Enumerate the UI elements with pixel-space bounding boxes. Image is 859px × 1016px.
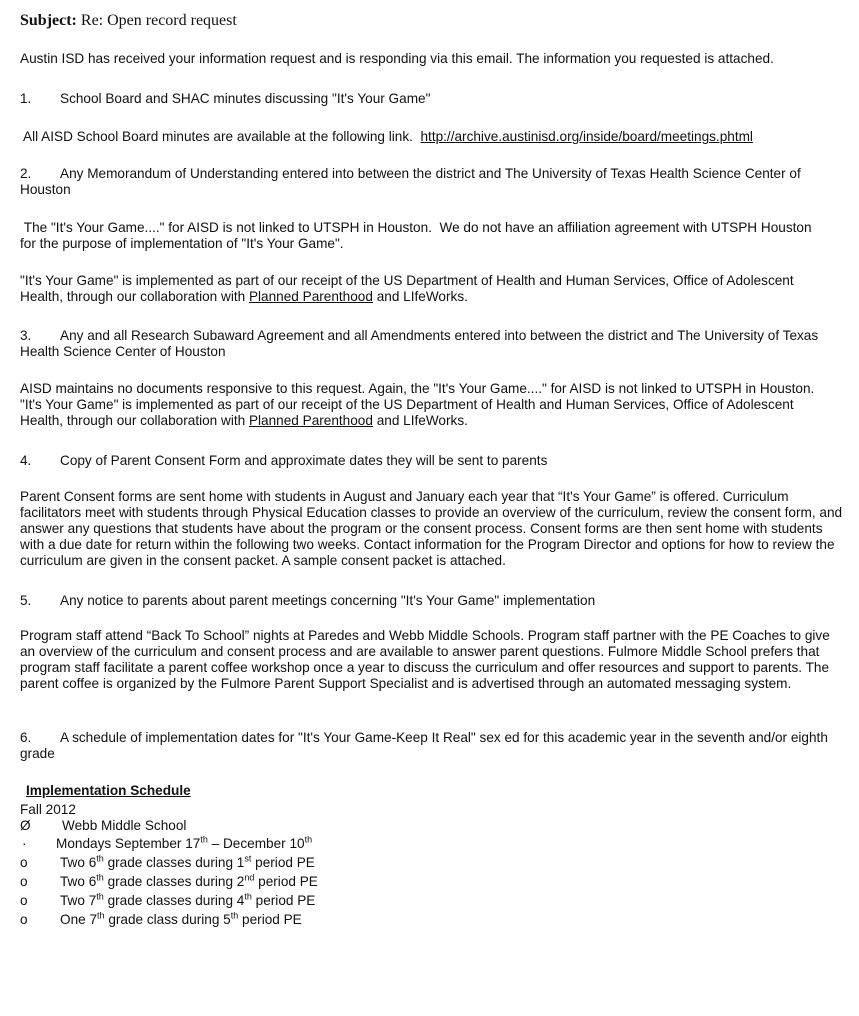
schedule-class-text (60, 855, 315, 871)
item-6-question (20, 730, 830, 762)
item-3-answer (20, 381, 832, 429)
item-question-text: Any Memorandum of Understanding entered into between the district and The University of Texas Health Science Center of Houston (20, 166, 801, 197)
item-number: 4. (20, 453, 32, 468)
item-2-answer-b (20, 273, 840, 305)
schedule-class-text (60, 912, 302, 928)
item-5-answer: Program staff attend “Back To School” nights at Paredes and Webb Middle Schools. Program staff partner with the PE Coaches to give an overview of the curriculum and consent process and are available to answer parent questions. Fulmore Middle School prefers that program staff facilitate a parent coffee workshop once a year to discuss the curriculum and offer resources and support to parents. The parent coffee is organized by the Fulmore Parent Support Specialist and is advertised through an automated messaging system. (20, 628, 830, 691)
circle-bullet-icon: o (20, 874, 28, 889)
dates-start: Mondays September 17 (56, 836, 201, 851)
item-question-text: Copy of Parent Consent Form and approximate dates they will be sent to parents (60, 453, 548, 468)
class-part: period PE (251, 893, 316, 908)
class-part: Two 7 (60, 893, 97, 908)
class-part: Two 6 (60, 874, 97, 889)
schedule-term: Fall 2012 (20, 802, 76, 817)
schedule-title: Implementation Schedule (26, 783, 191, 798)
class-sup: th (96, 872, 104, 883)
subject-line (20, 12, 237, 30)
class-part: Two 6 (60, 855, 97, 870)
schedule-class-text (60, 893, 315, 909)
class-part: grade classes during 4 (103, 893, 245, 908)
item-4-question (20, 453, 848, 469)
subject-label: Subject: (20, 12, 77, 29)
class-part: grade classes during 2 (103, 874, 245, 889)
class-part: period PE (254, 874, 318, 889)
schedule-school: Webb Middle School (62, 818, 187, 833)
item-1-question (20, 91, 848, 107)
class-sup: nd (244, 872, 255, 883)
item-question-text: School Board and SHAC minutes discussing "It's Your Game" (60, 91, 431, 106)
circle-bullet-icon: o (20, 893, 28, 908)
item-2-answer-b-end: and LIfeWorks. (372, 289, 468, 304)
class-sup: st (244, 853, 252, 864)
schedule-dates (56, 836, 312, 852)
item-4-answer: Parent Consent forms are sent home with students in August and January each year that “It's Your Game” is offered. Curriculum facilitators meet with students through Physical Education classes to provide an overview of the curriculum, review the consent form, and answer any questions that students have about the program or the consent process. Consent forms are then sent home with students with a due date for return within the following two weeks. Contact information for the Program Director and options for how to review the curriculum are given in the consent packet. A sample consent packet is attached. (20, 489, 843, 568)
intro-paragraph: Austin ISD has received your information request and is responding via this email. The information you requested is attached. (20, 51, 774, 66)
dates-sup: th (200, 834, 208, 845)
dates-end: – December 10 (207, 836, 305, 851)
circle-bullet-icon: o (20, 912, 28, 927)
item-3-answer-text: AISD maintains no documents responsive to this request. Again, the "It's Your Game...." for AISD is not linked to UTSPH in Houston. "It's Your Game" is implemented as part of our receipt of the US Department of Health and Human Services, Office of Adolescent Health, through our collaboration with (20, 381, 815, 428)
class-sup: th (96, 891, 104, 902)
class-sup: th (97, 910, 105, 921)
arrow-bullet-icon: Ø (20, 818, 31, 833)
item-number: 2. (20, 166, 32, 181)
item-3-question (20, 328, 825, 360)
item-question-text: A schedule of implementation dates for "It's Your Game-Keep It Real" sex ed for this academic year in the seventh and/or eighth grade (20, 730, 828, 761)
class-sup: th (96, 853, 104, 864)
class-sup: th (230, 910, 239, 921)
class-part: period PE (251, 855, 315, 870)
schedule-class-text (60, 874, 318, 890)
item-number: 1. (20, 91, 32, 106)
class-part: One 7 (60, 912, 98, 927)
planned-parenthood-text: Planned Parenthood (248, 413, 373, 428)
item-5-question (20, 593, 848, 609)
item-question-text: Any notice to parents about parent meetings concerning "It's Your Game" implementation (60, 593, 596, 608)
item-1-answer-text: All AISD School Board minutes are available at the following link. (20, 129, 421, 144)
item-2-answer-a: The "It's Your Game...." for AISD is not linked to UTSPH in Houston. We do not have an affiliation agreement with UTSPH Houston for the purpose of implementation of "It's Your Game". (20, 220, 816, 251)
item-2-question (20, 166, 848, 198)
class-sup: th (244, 891, 252, 902)
item-number: 3. (20, 328, 32, 343)
item-2-answer-b-text: "It's Your Game" is implemented as part of our receipt of the US Department of Health and Human Services, Office of Adolescent Health, through our collaboration with (20, 273, 794, 304)
item-question-text: Any and all Research Subaward Agreement and all Amendments entered into between the district and The University of Texas Health Science Center of Houston (20, 328, 819, 359)
class-part: period PE (238, 912, 302, 927)
planned-parenthood-text: Planned Parenthood (248, 289, 373, 304)
dot-bullet-icon: · (22, 836, 27, 851)
item-number: 5. (20, 593, 32, 608)
class-part: grade class during 5 (104, 912, 231, 927)
item-number: 6. (20, 730, 32, 745)
dates-sup: th (304, 834, 313, 845)
circle-bullet-icon: o (20, 855, 28, 870)
item-3-answer-end: and LIfeWorks. (372, 413, 468, 428)
board-minutes-link[interactable]: http://archive.austinisd.org/inside/board/meetings.phtml (420, 129, 753, 144)
item-1-answer (20, 129, 848, 145)
class-part: grade classes during 1 (103, 855, 245, 870)
subject-text: Re: Open record request (76, 12, 237, 29)
